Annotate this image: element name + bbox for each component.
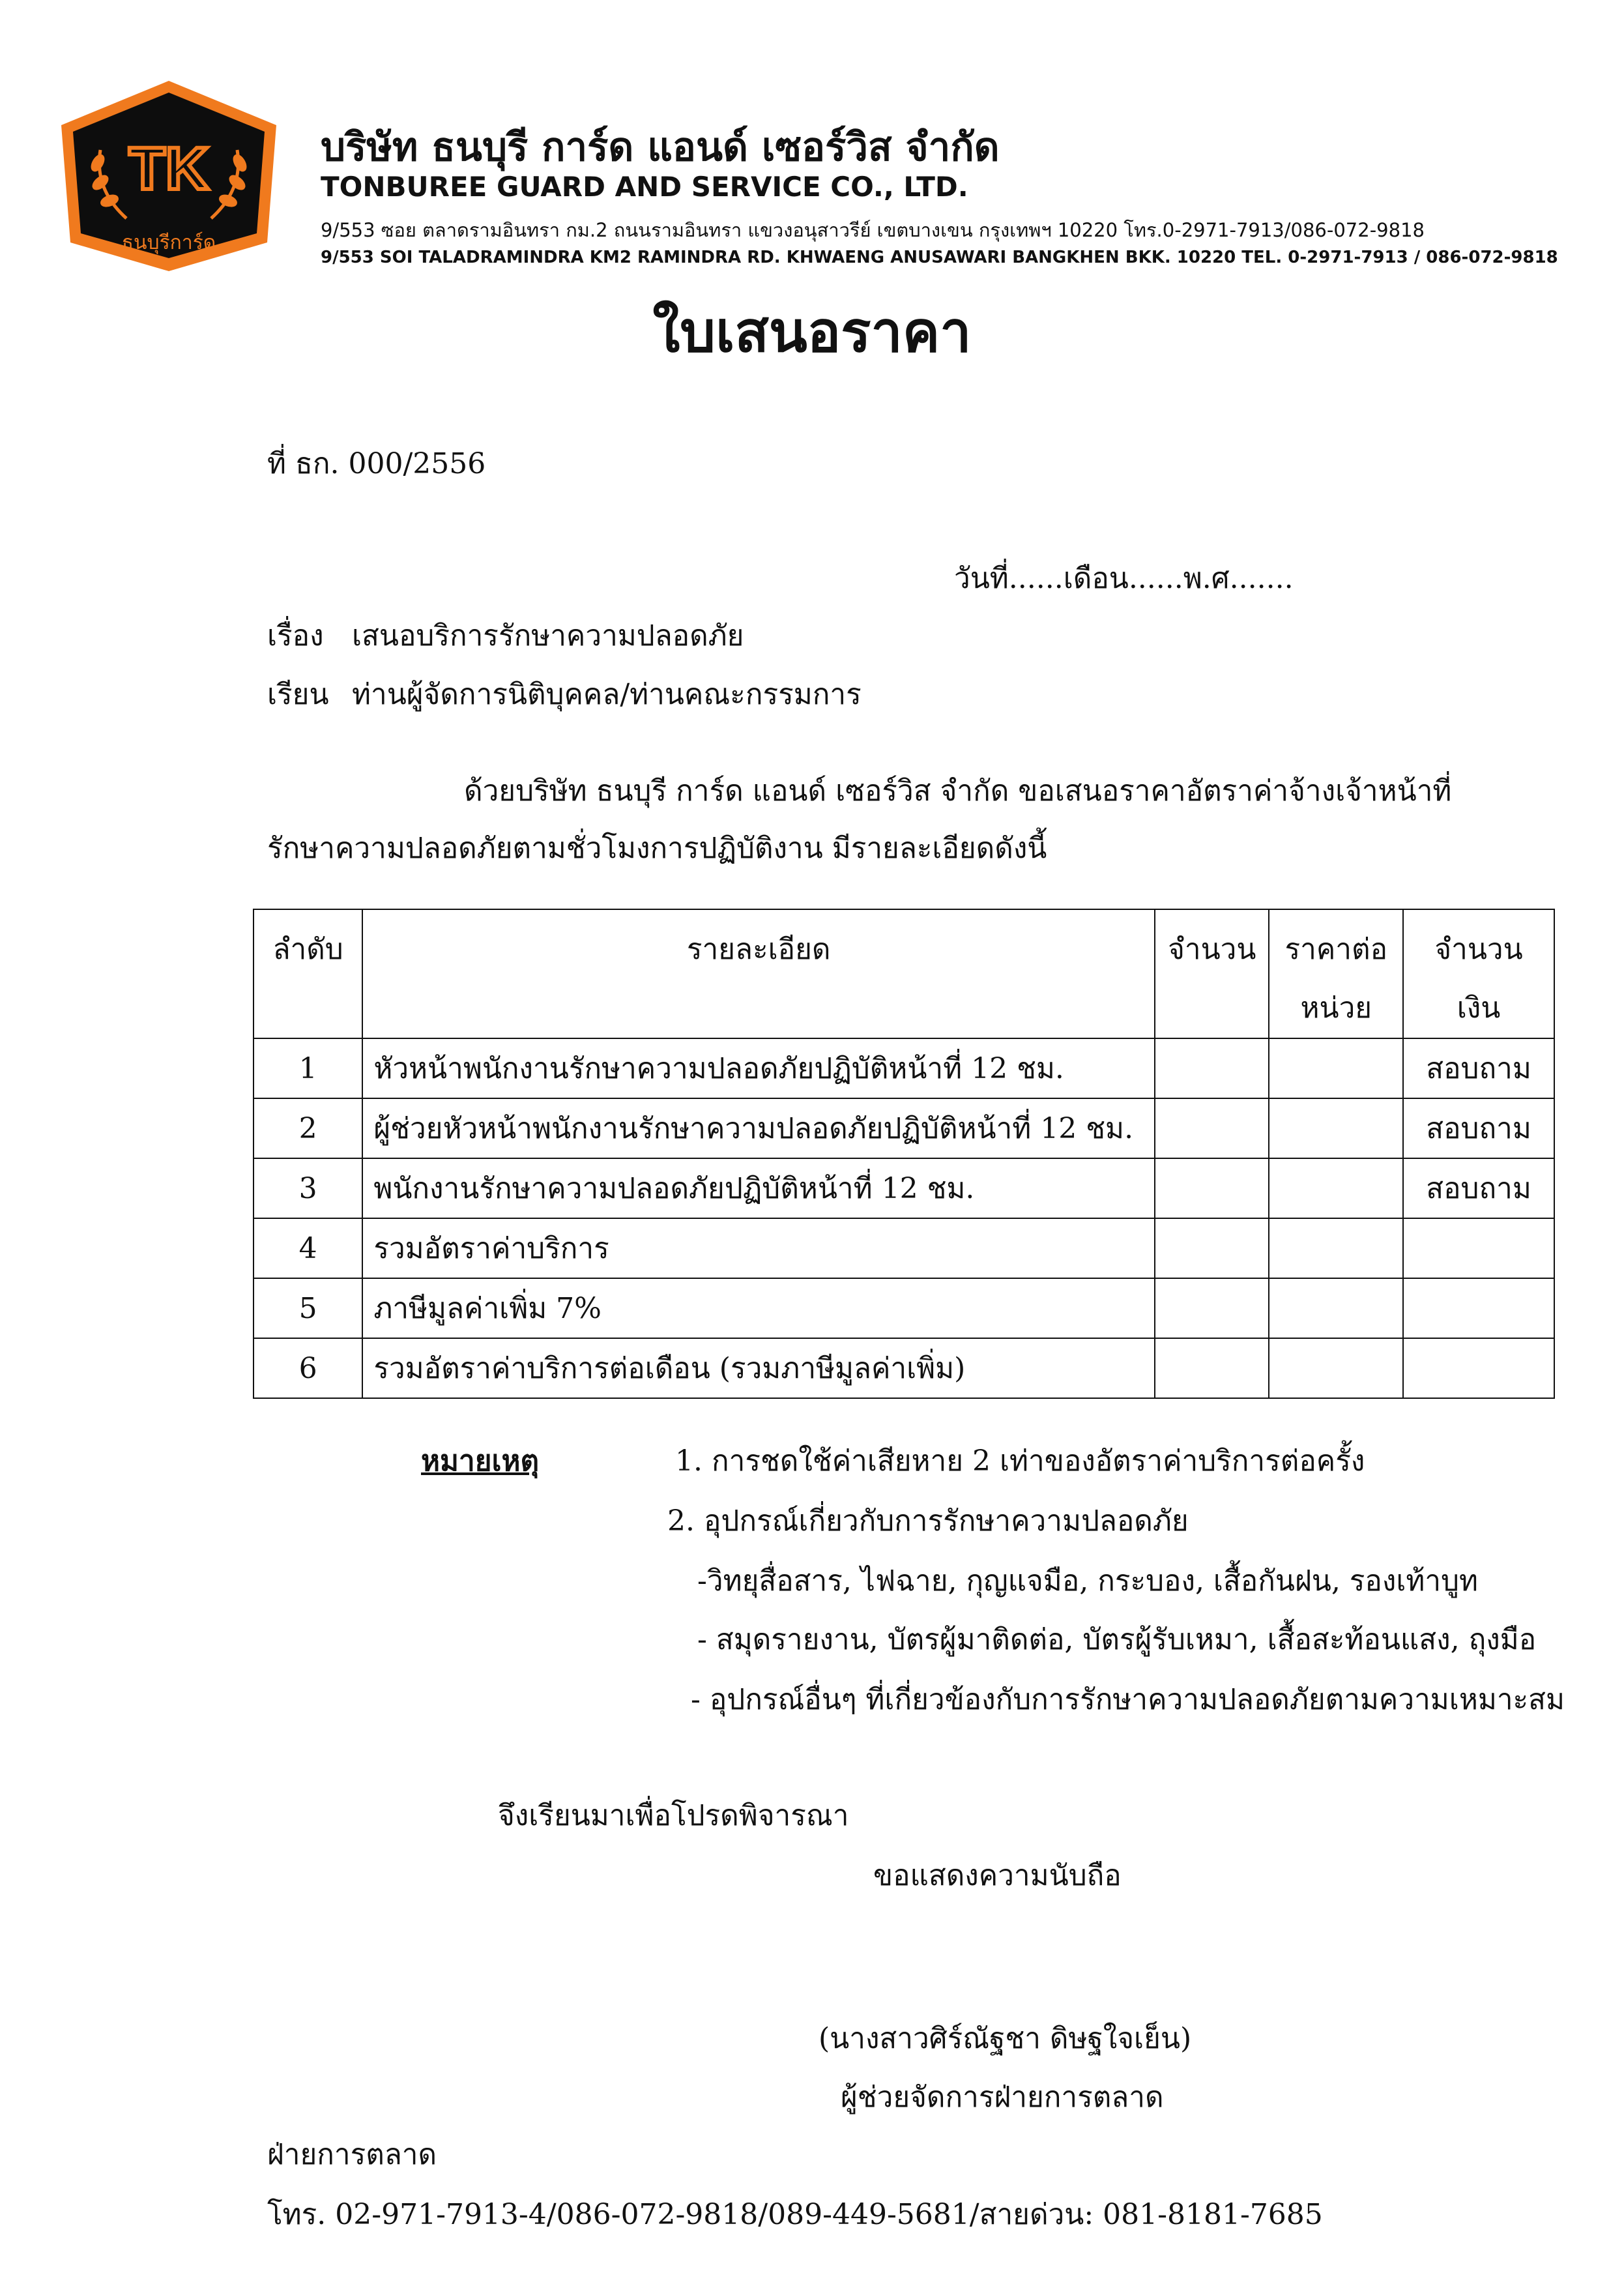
company-name-thai: บริษัท ธนบุรี การ์ด แอนด์ เซอร์วิส จำกัด xyxy=(321,124,1000,170)
note-equipment-1: -วิทยุสื่อสาร, ไฟฉาย, กุญแจมือ, กระบอง, เสื้อกันฝน, รองเท้าบูท xyxy=(697,1564,1479,1598)
row-no: 4 xyxy=(254,1218,362,1278)
signer-title: ผู้ช่วยจัดการฝ่ายการตลาด xyxy=(841,2081,1164,2114)
recipient: ท่านผู้จัดการนิติบุคคล/ท่านคณะกรรมการ xyxy=(352,678,862,711)
row-no: 3 xyxy=(254,1158,362,1218)
row-unit-price xyxy=(1269,1218,1403,1278)
row-amount: สอบถาม xyxy=(1403,1158,1554,1218)
note-equipment-3: - อุปกรณ์อื่นๆ ที่เกี่ยวข้องกับการรักษาความปลอดภัยตามความเหมาะสม xyxy=(691,1683,1565,1716)
row-amount: สอบถาม xyxy=(1403,1038,1554,1098)
table-row xyxy=(254,1278,1554,1338)
row-amount xyxy=(1403,1278,1554,1338)
note-item-1: 1. การชดใช้ค่าเสียหาย 2 เท่าของอัตราค่าบริการต่อครั้ง xyxy=(675,1444,1365,1478)
header-unit-price: ราคาต่อ หน่วย xyxy=(1269,909,1403,1038)
company-name-english: TONBUREE GUARD AND SERVICE CO., LTD. xyxy=(321,171,968,203)
quotation-table xyxy=(253,909,1555,1399)
note-equipment-2: - สมุดรายงาน, บัตรผู้มาติดต่อ, บัตรผู้รับเหมา, เสื้อสะท้อนแสง, ถุงมือ xyxy=(697,1623,1537,1656)
company-address-thai: 9/553 ซอย ตลาดรามอินทรา กม.2 ถนนรามอินทรา แขวงอนุสาวรีย์ เขตบางเขน กรุงเทพฯ 10220 โทร.0-2971-7913/086-072-9818 xyxy=(321,219,1425,241)
row-no: 2 xyxy=(254,1098,362,1158)
row-description: ผู้ช่วยหัวหน้าพนักงานรักษาความปลอดภัยปฏิบัติหน้าที่ 12 ชม. xyxy=(362,1098,1155,1158)
header-no: ลำดับ xyxy=(254,909,362,1038)
intro-line-1: ด้วยบริษัท ธนบุรี การ์ด แอนด์ เซอร์วิส จำกัด ขอเสนอราคาอัตราค่าจ้างเจ้าหน้าที่ xyxy=(464,774,1452,808)
table-row xyxy=(254,1098,1554,1158)
notes-label: หมายเหตุ xyxy=(421,1444,540,1478)
recipient-label: เรียน xyxy=(267,678,329,711)
header-amount: จำนวน เงิน xyxy=(1403,909,1554,1038)
table-row xyxy=(254,1338,1554,1398)
row-description: พนักงานรักษาความปลอดภัยปฏิบัติหน้าที่ 12 ชม. xyxy=(362,1158,1155,1218)
logo-caption: ธนบุรีการ์ด xyxy=(121,231,216,254)
company-address-english: 9/553 SOI TALADRAMINDRA KM2 RAMINDRA RD. KHWAENG ANUSAWARI BANGKHEN BKK. 10220 TEL. 0-2971-7913 / 086-072-9818 xyxy=(321,248,1558,267)
document-title: ใบเสนอราคา xyxy=(652,299,972,365)
signer-name: (นางสาวศิร์ณัฐชา ดิษฐใจเย็น) xyxy=(819,2022,1192,2055)
row-quantity xyxy=(1155,1278,1269,1338)
row-unit-price xyxy=(1269,1278,1403,1338)
intro-line-2: รักษาความปลอดภัยตามชั่วโมงการปฏิบัติงาน มีรายละเอียดดังนี้ xyxy=(267,832,1047,865)
row-amount: สอบถาม xyxy=(1403,1098,1554,1158)
row-description: รวมอัตราค่าบริการ xyxy=(362,1218,1155,1278)
row-quantity xyxy=(1155,1038,1269,1098)
row-no: 5 xyxy=(254,1278,362,1338)
row-unit-price xyxy=(1269,1098,1403,1158)
row-unit-price xyxy=(1269,1338,1403,1398)
row-description: หัวหน้าพนักงานรักษาความปลอดภัยปฏิบัติหน้าที่ 12 ชม. xyxy=(362,1038,1155,1098)
table-row xyxy=(254,1038,1554,1098)
table-row xyxy=(254,1158,1554,1218)
table-row xyxy=(254,1218,1554,1278)
row-description: รวมอัตราค่าบริการต่อเดือน (รวมภาษีมูลค่าเพิ่ม) xyxy=(362,1338,1155,1398)
reference-number: ที่ ธก. 000/2556 xyxy=(267,447,486,480)
subject-label: เรื่อง xyxy=(267,619,324,652)
row-description: ภาษีมูลค่าเพิ่ม 7% xyxy=(362,1278,1155,1338)
row-quantity xyxy=(1155,1098,1269,1158)
date-line: วันที่......เดือน......พ.ศ....... xyxy=(954,562,1294,595)
regards-line: ขอแสดงความนับถือ xyxy=(873,1859,1122,1892)
subject: เสนอบริการรักษาความปลอดภัย xyxy=(352,619,744,652)
contact-phone: โทร. 02-971-7913-4/086-072-9818/089-449-5681/สายด่วน: 081-8181-7685 xyxy=(267,2198,1323,2231)
header-description: รายละเอียด xyxy=(362,909,1155,1038)
department: ฝ่ายการตลาด xyxy=(267,2138,437,2171)
row-no: 6 xyxy=(254,1338,362,1398)
row-amount xyxy=(1403,1338,1554,1398)
closing-line: จึงเรียนมาเพื่อโปรดพิจารณา xyxy=(498,1799,849,1832)
company-logo xyxy=(55,78,283,274)
row-no: 1 xyxy=(254,1038,362,1098)
row-quantity xyxy=(1155,1158,1269,1218)
row-quantity xyxy=(1155,1338,1269,1398)
header-quantity: จำนวน xyxy=(1155,909,1269,1038)
row-unit-price xyxy=(1269,1158,1403,1218)
note-item-2: 2. อุปกรณ์เกี่ยวกับการรักษาความปลอดภัย xyxy=(667,1504,1189,1538)
row-unit-price xyxy=(1269,1038,1403,1098)
table-header-row xyxy=(254,909,1554,1038)
row-amount xyxy=(1403,1218,1554,1278)
row-quantity xyxy=(1155,1218,1269,1278)
logo-monogram: TK xyxy=(128,136,209,202)
